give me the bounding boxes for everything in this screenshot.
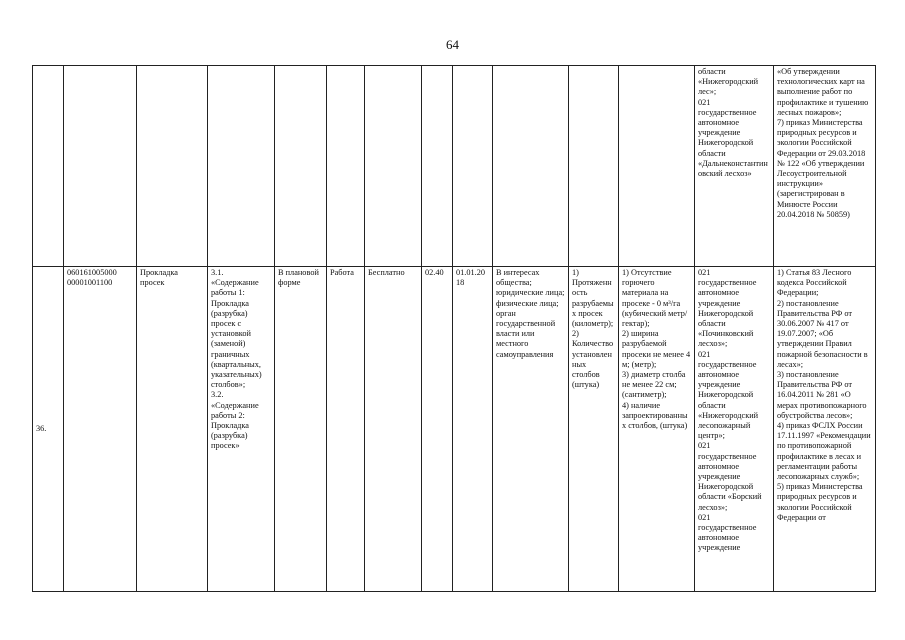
legal-acts-cell: 1) Статья 83 Лесного кодекса Российской Федерации; 2) постановление Правительства РФ от 30.06.2007 № 417 от 19.07.2007; «Об утверждении Правил пожарной безопасности в лесах»; 3) постановление Правительства РФ от 16.04.2011 № 281 «О мерах противопожарного обустройства лесов»; 4) приказ ФСЛХ России 17.11.1997 «Рекомендации по противопожарной профилактике в лесах и регламентации работы лесопожарных служб»; 5) приказ Министерства природных ресурсов и экологии Российской Федерации от [774,267,876,592]
quality-indicators-cell [619,66,695,267]
type-cell [327,66,365,267]
volume-indicators-cell [569,66,619,267]
row-number-cell: 36. [33,267,64,592]
date-cell [453,66,493,267]
registry-code-cell [64,66,137,267]
service-name-cell [137,66,208,267]
legal-acts-cell: «Об утверждении технологических карт на выполнение работ по профилактике и тушению лесных пожаров»; 7) приказ Министерства природных ресурсов и экологии Российской Федерации от 29.03.2018 № 122 «Об утверждении Лесоустроительной инструкции» (зарегистрирован в Минюсте России 20.04.2018 № 50859) [774,66,876,267]
type-cell: Работа [327,267,365,592]
okved-cell: 02.40 [422,267,453,592]
quality-indicators-cell: 1) Отсутствие горючего материала на просеке - 0 м³/га (кубический метр/гектар); 2) ширина разрубаемой просеки не менее 4 м; (метр); 3) диаметр столба не менее 22 см; (сантиметр); 4) наличие запроектированных столбов, (штука) [619,267,695,592]
institutions-cell: области «Нижегородский лес»; 021 государственное автономное учреждение Нижегородской области «Дальнеконстантиновский лесхоз» [695,66,774,267]
table-row [33,267,876,592]
form-cell [275,66,327,267]
row-number-cell [33,66,64,267]
work-content-cell [208,66,275,267]
date-cell: 01.01.2018 [453,267,493,592]
volume-indicators-cell: 1) Протяженность разрубаемых просек (километр); 2) Количество установленных столбов (штука) [569,267,619,592]
institutions-cell: 021 государственное автономное учреждение Нижегородской области «Починковский лесхоз»; 021 государственное автономное учреждение Нижегородской области «Нижегородский лесопожарный центр»; 021 государственное автономное учреждение Нижегородской области «Борский лесхоз»; 021 государственное автономное учреждение [695,267,774,592]
form-cell: В плановой форме [275,267,327,592]
okved-cell [422,66,453,267]
page-number: 64 [446,37,459,52]
services-register-table [32,65,876,592]
payment-cell [365,66,422,267]
registry-code-cell: 060161005000 00001001100 [64,267,137,592]
payment-cell: Бесплатно [365,267,422,592]
consumers-cell: В интересах общества; юридические лица; физические лица; орган государственной власти или местного самоуправления [493,267,569,592]
consumers-cell [493,66,569,267]
work-content-cell: 3.1. «Содержание работы 1: Прокладка (разрубка) просек с установкой (заменой) граничных (квартальных, указательных) столбов»; 3.2. «Содержание работы 2: Прокладка (разрубка) просек» [208,267,275,592]
table-row [33,66,876,267]
service-name-cell: Прокладка просек [137,267,208,592]
